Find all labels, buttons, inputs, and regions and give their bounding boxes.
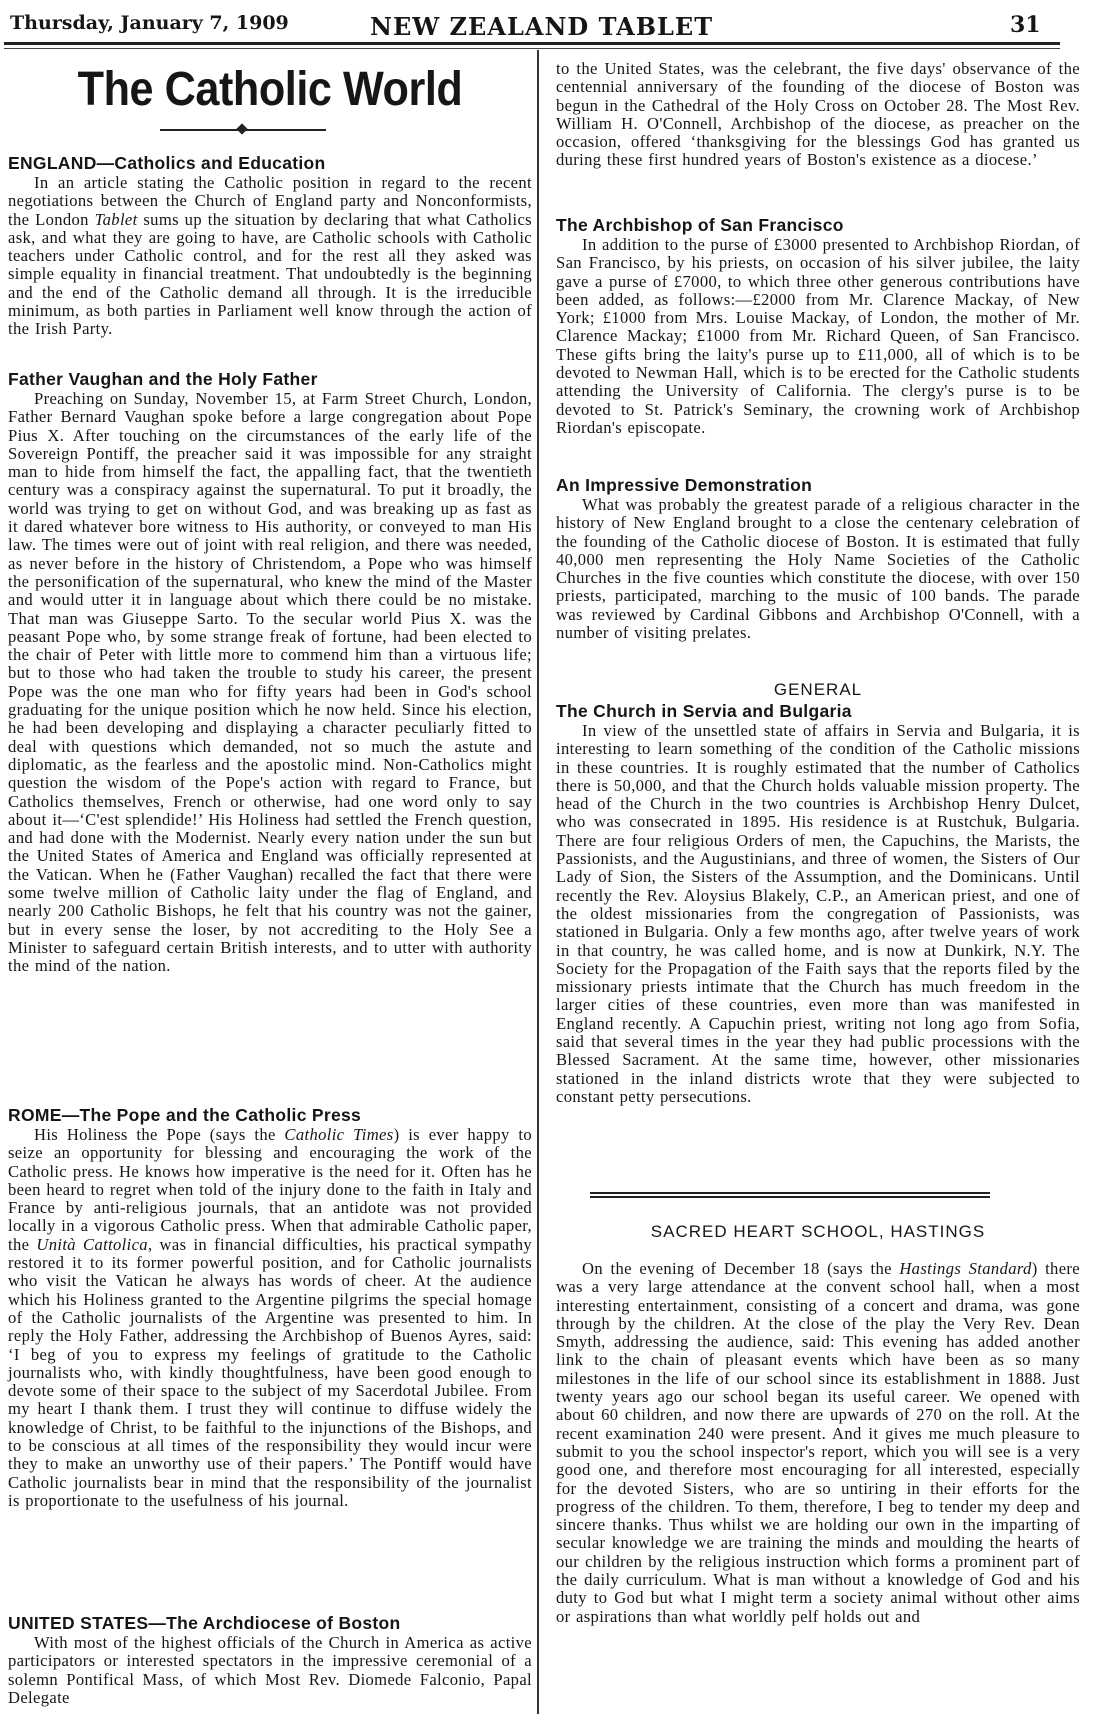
article-heading: Father Vaughan and the Holy Father bbox=[8, 369, 318, 389]
issue-date: Thursday, January 7, 1909 bbox=[10, 12, 289, 34]
ornament-divider bbox=[160, 129, 326, 131]
article-rome bbox=[8, 1104, 532, 1510]
article-body: to the United States, was the celebrant, the five days' observance of the centennial anniversary of the founding of the diocese of Boston was begun in the Cathedral of the Holy Cross on October 28. The Most Rev. William H. O'Connell, Archbishop of the diocese, as preacher on the occasion, offered ‘thanksgiving for the blessings God has granted us during these first hundred years of Boston's existence as a diocese.’ bbox=[556, 59, 1080, 170]
article-heading: ENGLAND—Catholics and Education bbox=[8, 153, 326, 173]
publication-name: Catholic Times bbox=[284, 1125, 394, 1144]
text: sums up the situation by declaring that what Catholics ask, and what they are going to have, are Catholic schools with Catholic teachers under Catholic control, and for the rest all they asked was simple equality in financial treatment. That undoubtedly is the beginning and the end of the Catholic demand all through. It is the irreducible minimum, as both parties in Parliament well know through the action of the Irish Party. bbox=[8, 209, 532, 339]
article-vaughan bbox=[8, 368, 532, 976]
page-number: 31 bbox=[1010, 12, 1041, 38]
article-body: What was probably the greatest parade of a religious character in the history of New England brought to a close the centenary celebration of the founding of the Catholic diocese of Boston. It is estimated that fully 40,000 men representing the Holy Name Societies of the Catholic Churches in the five counties which constitute the diocese, with over 150 priests, participated, marching to the music of 100 bands. The parade was reviewed by Cardinal Gibbons and Archbishop O'Connell, with a number of visiting prelates. bbox=[556, 495, 1080, 643]
article-body bbox=[556, 1260, 1080, 1626]
article-england bbox=[8, 152, 532, 339]
article-heading: The Archbishop of San Francisco bbox=[556, 215, 844, 235]
section-label-general: GENERAL bbox=[773, 680, 863, 699]
article-body: In addition to the purse of £3000 presented to Archbishop Riordan, of San Francisco, by his priests, on occasion of his silver jubilee, the laity gave a purse of £7000, to which three other generous contributions have been added, as follows:—£2000 from Mr. Clarence Mackay, of New York; £1000 from Mrs. Louise Mackay, of London, the mother of Mr. Clarence Mackay; £1000 from Mr. Richard Queen, of San Francisco. These gifts bring the laity's purse up to £11,000, all of which is to be devoted to Newman Hall, which is to be erected for the Catholic students attending the University of California. The clergy's purse is to be devoted to St. Patrick's Seminary, the crowning work of Archbishop Riordan's episcopate. bbox=[556, 235, 1080, 437]
article-boston bbox=[8, 1612, 532, 1707]
article-body bbox=[8, 174, 532, 339]
article-boston-continued bbox=[556, 60, 1080, 170]
column-divider bbox=[537, 50, 539, 1714]
header-rule-thin bbox=[4, 48, 1060, 49]
article-heading: An Impressive Demonstration bbox=[556, 475, 813, 495]
header-rule-thick bbox=[4, 42, 1060, 45]
article-san-francisco bbox=[556, 214, 1080, 437]
article-body: In view of the unsettled state of affairs in Servia and Bulgaria, it is interesting to learn something of the condition of the Catholic missions in these countries. It is roughly estimated that the number of Catholics there is 50,000, and that the Church holds valuable mission property. The head of the Church in the two countries is Archbishop Henry Dulcet, who was consecrated in 1895. His residence is at Rustchuk, Bulgaria. There are four religious Orders of men, the Capuchins, the Marists, the Passionists, and the Augustinians, and three of women, the Sisters of Our Lady of Sion, the Sisters of the Assumption, and the Dominicans. Until recently the Rev. Aloysius Blakely, C.P., an American priest, and one of the oldest missionaries from the congregation of Passionists, was stationed in Bulgaria. Only a few months ago, after twelve years of work in that country, he was called home, and is now at Dunkirk, N.Y. The Society for the Propagation of the Faith says that the reports filed by the missionary priests intimate that the Church has much freedom in the larger cities of these countries, even more than was manifested in England recently. A Capuchin priest, writing not long ago from Sofia, said that several times in the year they had public processions with the Blessed Sacrament. At the same time, however, other missionaries stationed in the inland districts wrote that they were subjected to constant petty persecutions. bbox=[556, 721, 1080, 1106]
publication-name: Tablet bbox=[94, 209, 138, 229]
section-title: The Catholic World bbox=[77, 63, 463, 116]
text: , was in financial difficulties, his practical sympathy restored it to its former powerful position, and for Catholic journalists who visit the Vatican he always has words of cheer. At the audience which his Holiness granted to the Argentine pilgrims the special homage of the Catholic journalists of the Argentine was presented to him. In reply the Holy Father, addressing the Archbishop of Buenos Ayres, said: ‘I beg of you to express my feelings of gratitude to the Catholic journalists who, with kindly thoughtfulness, have been good enough to devote some of their space to the subject of my Sacerdotal Jubilee. From my heart I thank them. I trust they will continue to diffuse widely the knowledge of Christ, to be faithful to the injunctions of the Bishops, and to be conscious at all times of the responsibility they would incur were they to make an unworthy use of their papers.’ The Pontiff would have Catholic journalists bear in mind that the responsibility of the journalist is proportionate to the usefulness of his journal. bbox=[8, 1234, 532, 1510]
publication-name: Hastings Standard bbox=[899, 1259, 1032, 1278]
text: ) there was a very large attendance at the convent school hall, when a most interesting entertainment, consisting of a concert and drama, was gone through by the children. At the close of the play the Very Rev. Dean Smyth, addressing the audience, said: This evening has added another link to the chain of pleasant events which have been as so many milestones in the life of our school since its establishment in 1888. Just twenty years ago our school began its useful career. We opened with about 60 children, and now there are upwards of 270 on the roll. At the recent examination 240 were present. And it gives me much pleasure to submit to you the school inspector's report, which you will see is a very good one, and therefore most encouraging for all interested, especially for the devoted Sisters, who are so untiring in their efforts for the progress of the children. To them, therefore, I beg to tender my deep and sincere thanks. Thus whilst we are holding our own in the imparting of secular knowledge we are training the minds and moulding the hearts of our children by the religious instruction which forms a prominent part of the daily curriculum. What is man without a knowledge of God and his duty to God but what I might term a society animal without other aims or aspirations than what worldly pelf holds out and bbox=[556, 1259, 1081, 1626]
text: On the evening of December 18 (says the bbox=[582, 1259, 900, 1278]
double-rule bbox=[590, 1192, 990, 1198]
article-heading: ROME—The Pope and the Catholic Press bbox=[8, 1105, 362, 1125]
article-sacred-heart-school bbox=[556, 1222, 1080, 1626]
article-heading: UNITED STATES—The Archdiocese of Boston bbox=[8, 1613, 401, 1633]
newspaper-title: NEW ZEALAND TABLET bbox=[370, 12, 714, 41]
article-servia-bulgaria bbox=[556, 680, 1080, 1106]
article-heading: SACRED HEART SCHOOL, HASTINGS bbox=[650, 1222, 986, 1241]
article-body: Preaching on Sunday, November 15, at Farm Street Church, London, Father Bernard Vaughan spoke before a large congregation about Pope Pius X. After touching on the circumstances of the early life of the Sovereign Pontiff, the preacher said it was impossible for any straight man to hide from himself the fact, the appalling fact, that the twentieth century was a conspiracy against the supernatural. To put it broadly, the world was trying to get on without God, and was breaking up as fast as it dared whatever bore witness to His authority, or conveyed to man His law. The times were out of joint with real religion, and there was needed, as never before in the history of Christendom, a Pope who was himself the personification of the supernatural, who knew the mind of the Master and would utter it in language about which there could be no mistake. That man was Giuseppe Sarto. To the secular world Pius X. was the peasant Pope who, by some strange freak of fortune, had been elected to the chair of Peter with little more to commend him than a virtuous life; but to those who had taken the trouble to study his career, the present Pope was the one man who for fifty years had been in God's school graduating for the unique position which he now held. Since his election, he had been developing and displaying a character peculiarly fitted to deal with questions which demanded, not so much the astute and diplomatic, as the fearless and the apostolic mind. Non-Catholics might question the wisdom of the Pope's action with regard to France, but Catholics themselves, French or otherwise, had one word only to say about it—‘C'est splendide!’ His Holiness had settled the French question, and had done with the Modernist. Nearly every nation under the sun but the United States of America and England was officially represented at the Vatican. When he (Father Vaughan) recalled the fact that there were some twelve million of Catholic laity under the flag of England, and nearly 200 Catholic Bishops, he felt that his country was not the gainer, but in every sense the loser, by not accrediting to the Holy See a Minister to safeguard certain British interests, and to utter with authority the mind of the nation. bbox=[8, 389, 532, 976]
publication-name: Unità Cattolica bbox=[36, 1234, 148, 1254]
article-demonstration bbox=[556, 474, 1080, 642]
article-body bbox=[8, 1126, 532, 1510]
text: ) is ever happy to seize an opportunity for blessing and encouraging the work of the Catholic press. He knows how imperative is the need for it. Often has he been heard to regret when told of the injury done to the faith in Italy and France by anti-religious journals, that an antidote was not provided locally in a vigorous Catholic press. When that admirable Catholic paper, the bbox=[8, 1125, 533, 1254]
text: His Holiness the Pope (says the bbox=[34, 1125, 285, 1144]
article-heading: The Church in Servia and Bulgaria bbox=[556, 701, 852, 721]
article-body: With most of the highest officials of the Church in America as active participators or interested spectators in the impressive ceremonial of a solemn Pontifical Mass, of which Most Rev. Diomede Falconio, Papal Delegate bbox=[8, 1633, 532, 1707]
text: In an article stating the Catholic position in regard to the recent negotiations between the Church of England party and Nonconformists, the London bbox=[8, 173, 532, 229]
